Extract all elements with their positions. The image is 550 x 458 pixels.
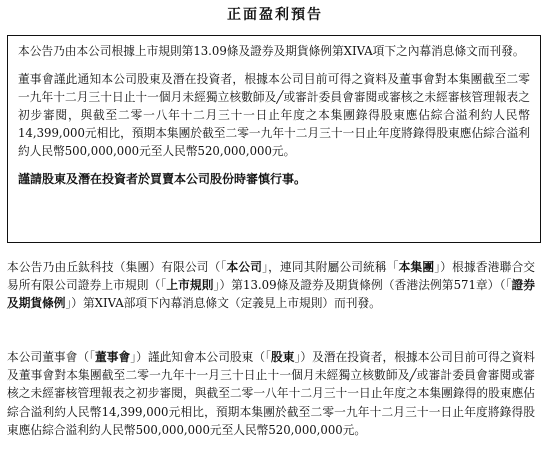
defined-term-sfo: 證券及期貨條例	[7, 278, 535, 311]
caution-statement: 謹請股東及潛在投資者於買賣本公司股份時審慎行事。	[18, 172, 307, 186]
body-paragraph-announcement-basis	[7, 258, 535, 313]
text-span: 」，連同其附屬公司統稱「	[262, 260, 399, 274]
defined-term-board: 董事會	[95, 350, 131, 364]
text-span: 」）及潛在投資者，根據本公司目前可得之資料及董事會對本集團截至二零一九年十一月三十日止十一個月未經獨立核數師及╱或審計委員會審閱或審核之未經審核管理報表之初步審閱，與截至二零一八年十二月三十一日止年度之本集團錄得的股東應佔綜合溢利約人民幣14,399,000元相比，預期本集團於截至二零一九年十二月三十一日止年度將錄得股東應佔綜合溢利約人民幣500,000,000元至人民幣520,000,000元。	[7, 350, 535, 437]
summary-paragraph-profit-alert: 董事會謹此通知本公司股東及潛在投資者，根據本公司目前可得之資料及董事會對本集團截至二零一九年十二月三十日止十一個月未經獨立核數師及╱或審計委員會審閱或審核之未經審核管理報表之初步審閱，與截至二零一八年十二月三十一日止年度之本集團錄得股東應佔綜合溢利約人民幣14,399,000元相比，預期本集團於截至二零一九年十二月三十一日止年度將錄得股東應佔綜合溢利約人民幣500,000,000元至人民幣520,000,000元。	[18, 72, 530, 158]
defined-term-group: 本集團	[398, 260, 435, 274]
summary-paragraph-announcement-basis: 本公告乃由本公司根據上市規則第13.09條及證券及期貨條例第XIVA項下之內幕消息條文而刊發。	[18, 44, 525, 58]
defined-term-shareholders: 股東	[271, 350, 295, 364]
body-paragraph-profit-alert	[7, 348, 535, 439]
summary-box	[7, 35, 541, 243]
text-span: 」）根據香港聯合交易所有限公司證券上市規則（「	[7, 260, 535, 293]
page-title: 正面盈利預告	[227, 7, 323, 23]
text-span: 」）謹此知會本公司股東（「	[130, 350, 272, 364]
text-span: 本公司董事會（「	[7, 350, 96, 364]
defined-term-company: 本公司	[226, 260, 263, 274]
defined-term-listing-rules: 上市規則	[166, 278, 214, 293]
text-span: 」）第XIVA部項下內幕消息條文（定義見上市規則）而刊發。	[65, 296, 381, 311]
text-span: 」）第13.09條及證券及期貨條例（香港法例第571章）（「	[213, 278, 512, 293]
text-span: 本公告乃由丘鈦科技（集團）有限公司（「	[7, 260, 227, 274]
